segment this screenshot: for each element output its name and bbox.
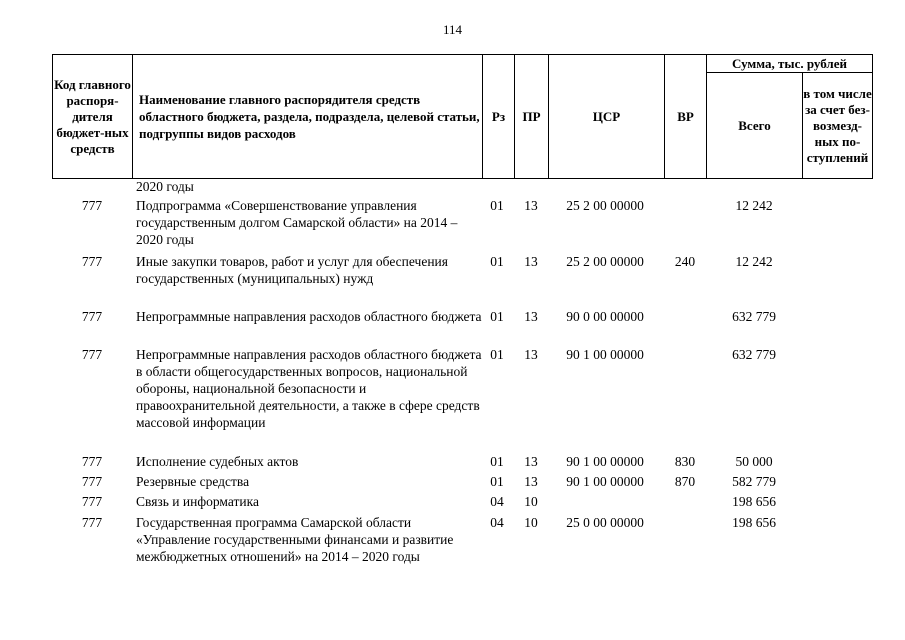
row-rz: 04 [490,515,504,530]
header-vsego: Всего [707,73,803,179]
table-row [52,197,872,253]
row-rz: 01 [490,347,504,362]
row-kod: 777 [81,254,103,269]
row-rz: 01 [490,309,504,324]
row-vr: 870 [674,474,696,489]
row-vr: 240 [674,254,696,269]
header-pr: ПР [515,55,549,179]
table-row [52,178,872,197]
row-kod: 777 [81,515,103,530]
row-kod: 777 [81,309,103,324]
row-kod: 777 [81,494,103,509]
row-name: Непрограммные направления расходов областного бюджета [136,309,482,324]
header-rz: Рз [483,55,515,179]
row-vsego: 632 779 [732,309,776,324]
row-name: Иные закупки товаров, работ и услуг для обеспечения государственных (муниципальных) нужд [136,254,448,286]
row-name: 2020 годы [136,179,194,194]
row-csr: 90 1 00 00000 [566,347,644,362]
row-vsego: 12 242 [735,198,773,213]
row-pr: 13 [524,254,538,269]
page-number: 114 [442,22,463,37]
row-vr: 830 [674,454,696,469]
row-kod: 777 [81,347,103,362]
row-csr: 90 0 00 00000 [566,309,644,324]
row-csr: 25 2 00 00000 [566,254,644,269]
row-rz: 01 [490,198,504,213]
table-body [52,178,872,586]
row-pr: 13 [524,474,538,489]
header-name: Наименование главного распорядителя средств областного бюджета, раздела, подраздела, целевой статьи, подгруппы видов расходов [133,55,483,179]
row-kod: 777 [81,474,103,489]
row-kod: 777 [81,198,103,213]
row-pr: 13 [524,309,538,324]
row-rz: 01 [490,474,504,489]
row-csr: 25 2 00 00000 [566,198,644,213]
header-bezvozmezd: в том числе за счет без-возмезд-ных по-ступлений [803,73,873,179]
row-vsego: 12 242 [735,254,773,269]
header-csr: ЦСР [549,55,665,179]
row-name: Государственная программа Самарской области «Управление государственными финансами и развитие межбюджетных отношений» на 2014 – 2020 годы [136,515,454,564]
header-vr: ВР [665,55,707,179]
row-vsego: 632 779 [732,347,776,362]
row-rz: 01 [490,254,504,269]
table-row [52,514,872,586]
table-row [52,253,872,308]
row-pr: 13 [524,454,538,469]
table-row [52,453,872,473]
row-name: Непрограммные направления расходов областного бюджета в области общегосударственных вопросов, национальной обороны, национальной безопасности и правоохранительной деятельности, а также в сфере средств массовой информации [136,347,482,430]
row-csr: 90 1 00 00000 [566,474,644,489]
table-header [52,54,873,179]
row-rz: 04 [490,494,504,509]
row-name: Исполнение судебных актов [136,454,299,469]
table-row [52,473,872,493]
table-row [52,308,872,346]
row-pr: 10 [524,515,538,530]
row-vsego: 198 656 [732,515,776,530]
row-rz: 01 [490,454,504,469]
row-csr: 25 0 00 00000 [566,515,644,530]
table-row [52,493,872,514]
header-summa: Сумма, тыс. рублей [707,55,873,73]
row-vsego: 198 656 [732,494,776,509]
row-vsego: 50 000 [735,454,773,469]
row-name: Связь и информатика [136,494,259,509]
row-pr: 13 [524,198,538,213]
row-csr: 90 1 00 00000 [566,454,644,469]
row-kod: 777 [81,454,103,469]
row-vsego: 582 779 [732,474,776,489]
row-name: Подпрограмма «Совершенствование управления государственным долгом Самарской области» на 2014 – 2020 годы [136,198,458,247]
row-pr: 10 [524,494,538,509]
row-pr: 13 [524,347,538,362]
row-name: Резервные средства [136,474,250,489]
header-kod: Код главного распоря-дителя бюджет-ных средств [53,55,133,179]
table-row [52,346,872,453]
